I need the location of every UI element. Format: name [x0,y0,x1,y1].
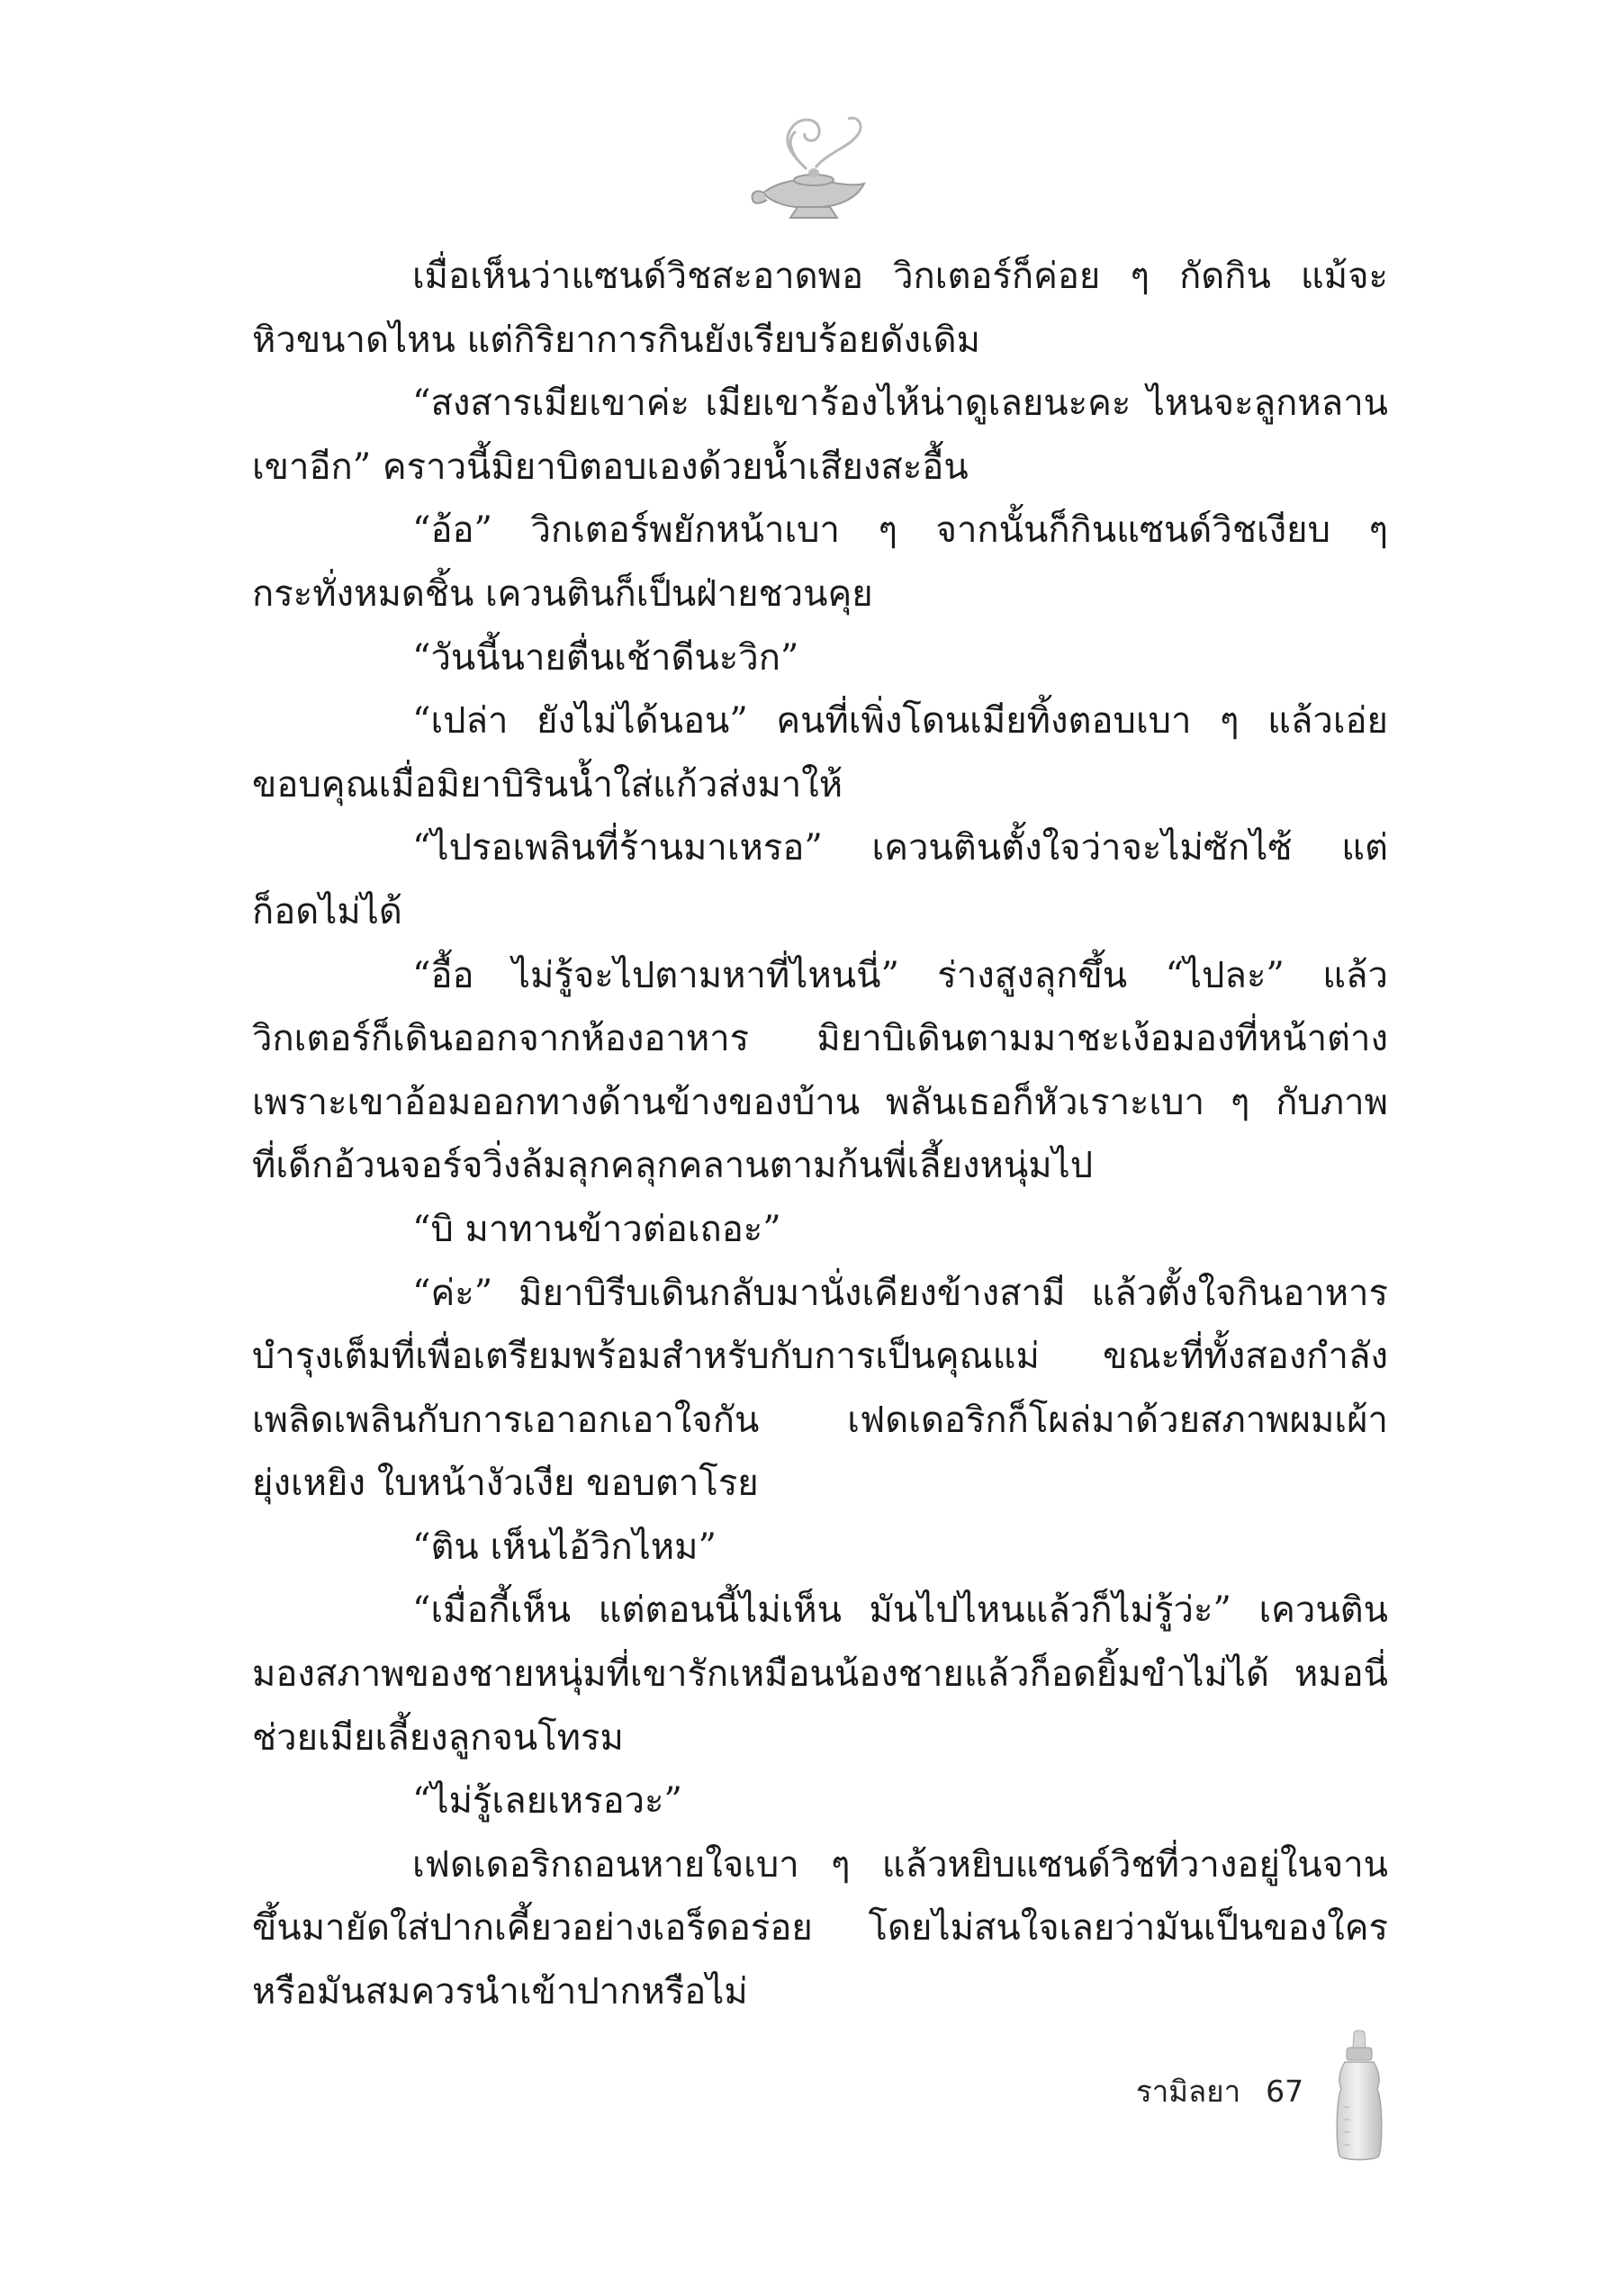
paragraph-line: ช่วยเมียเลี้ยงลูกจนโทรม [252,1716,624,1759]
paragraph-first-line: “ไม่รู้เลยเหรอวะ” [412,1780,682,1823]
paragraph-line: กระทั่งหมดชิ้น เควนตินก็เป็นฝ่ายชวนคุย [252,572,873,615]
paragraph-line: ขอบคุณเมื่อมิยาบิรินน้ำใส่แก้วส่งมาให้ [252,763,843,806]
running-title: รามิลยา [1136,2074,1241,2109]
paragraph-line: เพลิดเพลินกับการเอาอกเอาใจกัน เฟดเดอริกก็โผล่มาด้วยสภาพผมเผ้า [252,1399,1388,1441]
genie-lamp-icon [744,106,879,232]
paragraph-first-line: “วันนี้นายตื่นเช้าดีนะวิก” [412,636,799,679]
paragraph-first-line: เฟดเดอริกถอนหายใจเบา ๆ แล้วหยิบแซนด์วิชที่วางอยู่ในจาน [412,1843,1388,1886]
paragraph-first-line: “ค่ะ” มิยาบิรีบเดินกลับมานั่งเคียงข้างสามี แล้วตั้งใจกินอาหาร [412,1272,1388,1314]
paragraph-first-line: “อื้อ ไม่รู้จะไปตามหาที่ไหนนี่” ร่างสูงลุกขึ้น “ไปละ” แล้ว [412,954,1388,996]
paragraph-line: มองสภาพของชายหนุ่มที่เขารักเหมือนน้องชายแล้วก็อดยิ้มขำไม่ได้ หมอนี่ [252,1653,1388,1696]
paragraph-line: บำรุงเต็มที่เพื่อเตรียมพร้อมสำหรับกับการเป็นคุณแม่ ขณะที่ทั้งสองกำลัง [252,1336,1388,1378]
paragraph-first-line: “เมื่อกี้เห็น แต่ตอนนี้ไม่เห็น มันไปไหนแล้วก็ไม่รู้ว่ะ” เควนติน [412,1589,1388,1632]
paragraph-first-line: “เปล่า ยังไม่ได้นอน” คนที่เพิ่งโดนเมียทิ้งตอบเบา ๆ แล้วเอ่ย [412,700,1388,743]
paragraph-first-line: เมื่อเห็นว่าแซนด์วิชสะอาดพอ วิกเตอร์ก็ค่อย ๆ กัดกิน แม้จะ [412,256,1388,297]
paragraph-line: หิวขนาดไหน แต่กิริยาการกินยังเรียบร้อยดังเดิม [252,319,981,361]
paragraph-line: ที่เด็กอ้วนจอร์จวิ่งล้มลุกคลุกคลานตามก้นพี่เลี้ยงหนุ่มไป [252,1145,1094,1187]
paragraph-first-line: “สงสารเมียเขาค่ะ เมียเขาร้องไห้น่าดูเลยนะคะ ไหนจะลูกหลาน [412,383,1388,425]
paragraph-line: เพราะเขาอ้อมออกทางด้านข้างของบ้าน พลันเธอก็หัวเราะเบา ๆ กับภาพ [252,1081,1388,1123]
body-text [252,245,1388,2024]
paragraph-first-line: “อ้อ” วิกเตอร์พยักหน้าเบา ๆ จากนั้นก็กินแซนด์วิชเงียบ ๆ [412,509,1388,552]
paragraph-first-line: “บิ มาทานข้าวต่อเถอะ” [412,1208,781,1250]
page-number: 67 [1266,2074,1304,2109]
paragraph-first-line: “ไปรอเพลินที่ร้านมาเหรอ” เควนตินตั้งใจว่าจะไม่ซักไซ้ แต่ [412,827,1388,869]
paragraph-line: ขึ้นมายัดใส่ปากเคี้ยวอย่างเอร็ดอร่อย โดยไม่สนใจเลยว่ามันเป็นของใคร [252,1907,1388,1949]
page-footer [1136,2065,1303,2119]
paragraph-line: วิกเตอร์ก็เดินออกจากห้องอาหาร มิยาบิเดินตามมาชะเง้อมองที่หน้าต่าง [252,1018,1388,1060]
paragraph-line: เขาอีก” คราวนี้มิยาบิตอบเองด้วยน้ำเสียงสะอื้น [252,446,969,488]
paragraph-line: ยุ่งเหยิง ใบหน้างัวเงีย ขอบตาโรย [252,1463,759,1505]
paragraph-line: หรือมันสมควรนำเข้าปากหรือไม่ [252,1971,748,2013]
paragraph-first-line: “ติน เห็นไอ้วิกไหม” [412,1526,717,1568]
baby-bottle-icon [1332,2030,1386,2165]
paragraph-line: ก็อดไม่ได้ [252,890,402,932]
